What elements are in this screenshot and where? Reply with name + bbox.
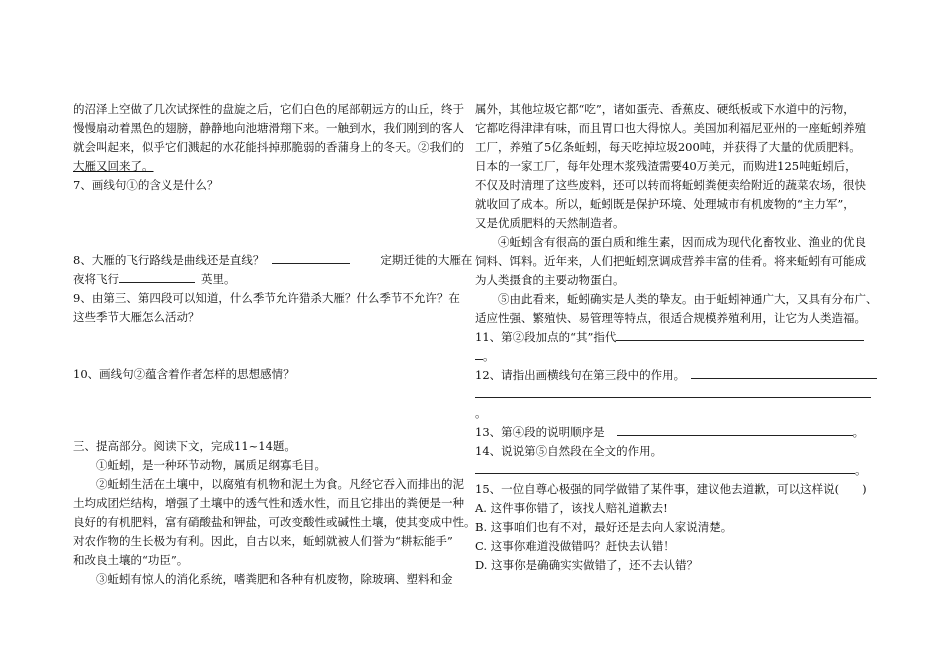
underlined-sentence-2: 大雁又回来了。 xyxy=(73,159,154,173)
question-11 xyxy=(475,328,885,347)
question-12-line-3: 。 xyxy=(475,406,487,420)
question-8 xyxy=(73,251,473,270)
question-9: 9、由第三、第四段可以知道，什么季节允许猎杀大雁？什么季节不允许？在 xyxy=(73,291,460,305)
article-para-2: 对农作物的生长极为有利。因此，自古以来，蚯蚓就被人们誉为“耕耘能手” xyxy=(73,534,453,548)
answer-blank[interactable] xyxy=(475,385,871,398)
answer-blank[interactable] xyxy=(475,461,855,474)
question-12 xyxy=(475,366,885,385)
article-para-3-cont: 属外，其他垃圾它都“吃”，诸如蛋壳、香蕉皮、硬纸板或下水道中的污物， xyxy=(475,102,855,116)
question-8-unit: 英里。 xyxy=(201,272,236,286)
article-para-4: ④蚯蚓含有很高的蛋白质和维生素，因而成为现代化畜牧业、渔业的优良 xyxy=(498,235,866,249)
article-para-2: 良好的有机肥料，富有硝酸盐和钾盐，可改变酸性或碱性土壤，使其变成中性。 xyxy=(73,515,476,529)
article-para-3-cont: 不仅及时清理了这些废料，还可以转而将蚯蚓粪便卖给附近的蔬菜农场，很快 xyxy=(475,178,866,192)
question-12-line-2 xyxy=(475,385,885,404)
answer-blank[interactable] xyxy=(272,251,350,264)
article-para-1: ①蚯蚓，是一种环节动物，属质足纲寡毛目。 xyxy=(96,458,326,472)
question-14: 14、说说第⑤自然段在全文的作用。 xyxy=(475,444,663,458)
passage-line: 的沼泽上空做了几次试探性的盘旋之后，它们白色的尾部朝远方的山丘，终于 xyxy=(73,102,464,116)
article-para-3-cont: 又是优质肥料的天然制造者。 xyxy=(475,216,625,230)
question-15: 15、一位自尊心极强的同学做错了某件事，建议他去道歉，可以这样说( ) xyxy=(475,482,867,496)
question-11-line-2 xyxy=(475,347,885,366)
article-para-2: ②蚯蚓生活在土壤中，以腐殖有机物和泥土为食。凡经它吞入而排出的泥 xyxy=(96,477,464,491)
question-10: 10、画线句②蕴含着作者怎样的思想感情？ xyxy=(73,367,295,381)
article-para-4: 饲料、饵料。近年来，人们把蚯蚓烹调成营养丰富的佳肴。将来蚯蚓有可能成 xyxy=(475,254,866,268)
article-para-5: 适应性强、繁殖快、易管理等特点，很适合规模养殖利用，让它为人类造福。 xyxy=(475,311,866,325)
option-a[interactable]: A. 这件事你错了，该找人赔礼道歉去! xyxy=(475,501,668,515)
question-12-text: 12、请指出画横线句在第三段中的作用。 xyxy=(475,368,686,382)
period: 。 xyxy=(852,425,865,439)
article-para-3-cont: 日本的一家工厂，每年处理木浆残渣需要40万美元，而购进125吨蚯蚓后， xyxy=(475,159,857,173)
option-b[interactable]: B. 这事咱们也有不对，最好还是去向人家说清楚。 xyxy=(475,520,733,534)
passage-text: 就会叫起来，似乎它们溅起的水花能抖掉那脆弱的香蒲身上的冬天。②我们的 xyxy=(73,140,464,154)
answer-blank[interactable] xyxy=(119,270,195,283)
article-para-3-cont: 它都吃得津津有味，而且胃口也大得惊人。美国加利福尼亚州的一座蚯蚓养殖 xyxy=(475,121,866,135)
period: 。 xyxy=(483,349,495,363)
question-13-text: 13、第④段的说明顺序是 xyxy=(475,425,605,439)
passage-line: 慢慢扇动着黑色的翅膀，静静地向池塘滑翔下来。一触到水，我们刚到的客人 xyxy=(73,121,464,135)
answer-blank[interactable] xyxy=(475,347,483,360)
question-8-text-3: 夜将飞行 xyxy=(73,272,119,286)
answer-blank[interactable] xyxy=(691,366,877,379)
passage-line xyxy=(73,138,473,157)
article-para-3-cont: 就收回了成本。所以，蚯蚓既是保护环境、处理城市有机废物的“主力军”， xyxy=(475,197,855,211)
article-para-2: 和改良土壤的“功臣”。 xyxy=(73,553,189,567)
article-para-5: ⑤由此看来，蚯蚓确实是人类的挚友。由于蚯蚓神通广大，又具有分布广、 xyxy=(498,292,878,306)
question-11-text: 11、第②段加点的“其”指代 xyxy=(475,330,617,344)
question-8-line-2 xyxy=(73,270,473,289)
question-7: 7、画线句①的含义是什么？ xyxy=(73,178,219,192)
article-para-3: ③蚯蚓有惊人的消化系统，嗜粪肥和各种有机废物，除玻璃、塑料和金 xyxy=(96,572,453,586)
option-c[interactable]: C. 这事你难道没做错吗？赶快去认错！ xyxy=(475,539,675,553)
period: 。 xyxy=(855,463,867,477)
right-column xyxy=(475,100,885,575)
article-para-3-cont: 工厂，养殖了5亿条蚯蚓，每天吃掉垃圾200吨，并获得了大量的优质肥料。 xyxy=(475,140,861,154)
article-para-4: 为人类摄食的主要动物蛋白。 xyxy=(475,273,625,287)
answer-blank[interactable] xyxy=(617,423,853,436)
section-3-heading: 三、提高部分。阅读下文，完成11~14题。 xyxy=(73,439,296,453)
question-13 xyxy=(475,423,885,442)
question-8-text-2: 定期迁徙的大雁在 xyxy=(380,253,473,267)
article-para-2: 土均成团烂结构，增强了土壤中的透气性和透水性，而且它排出的粪便是一种 xyxy=(73,496,464,510)
answer-blank[interactable] xyxy=(616,328,864,341)
option-d[interactable]: D. 这事你是确确实实做错了，还不去认错？ xyxy=(475,558,699,572)
question-8-text: 8、大雁的飞行路线是曲线还是直线？ xyxy=(73,253,265,267)
question-9-line-2: 这些季节大雁怎么活动？ xyxy=(73,310,200,324)
left-column xyxy=(73,100,476,589)
question-14-line-2 xyxy=(475,461,885,480)
